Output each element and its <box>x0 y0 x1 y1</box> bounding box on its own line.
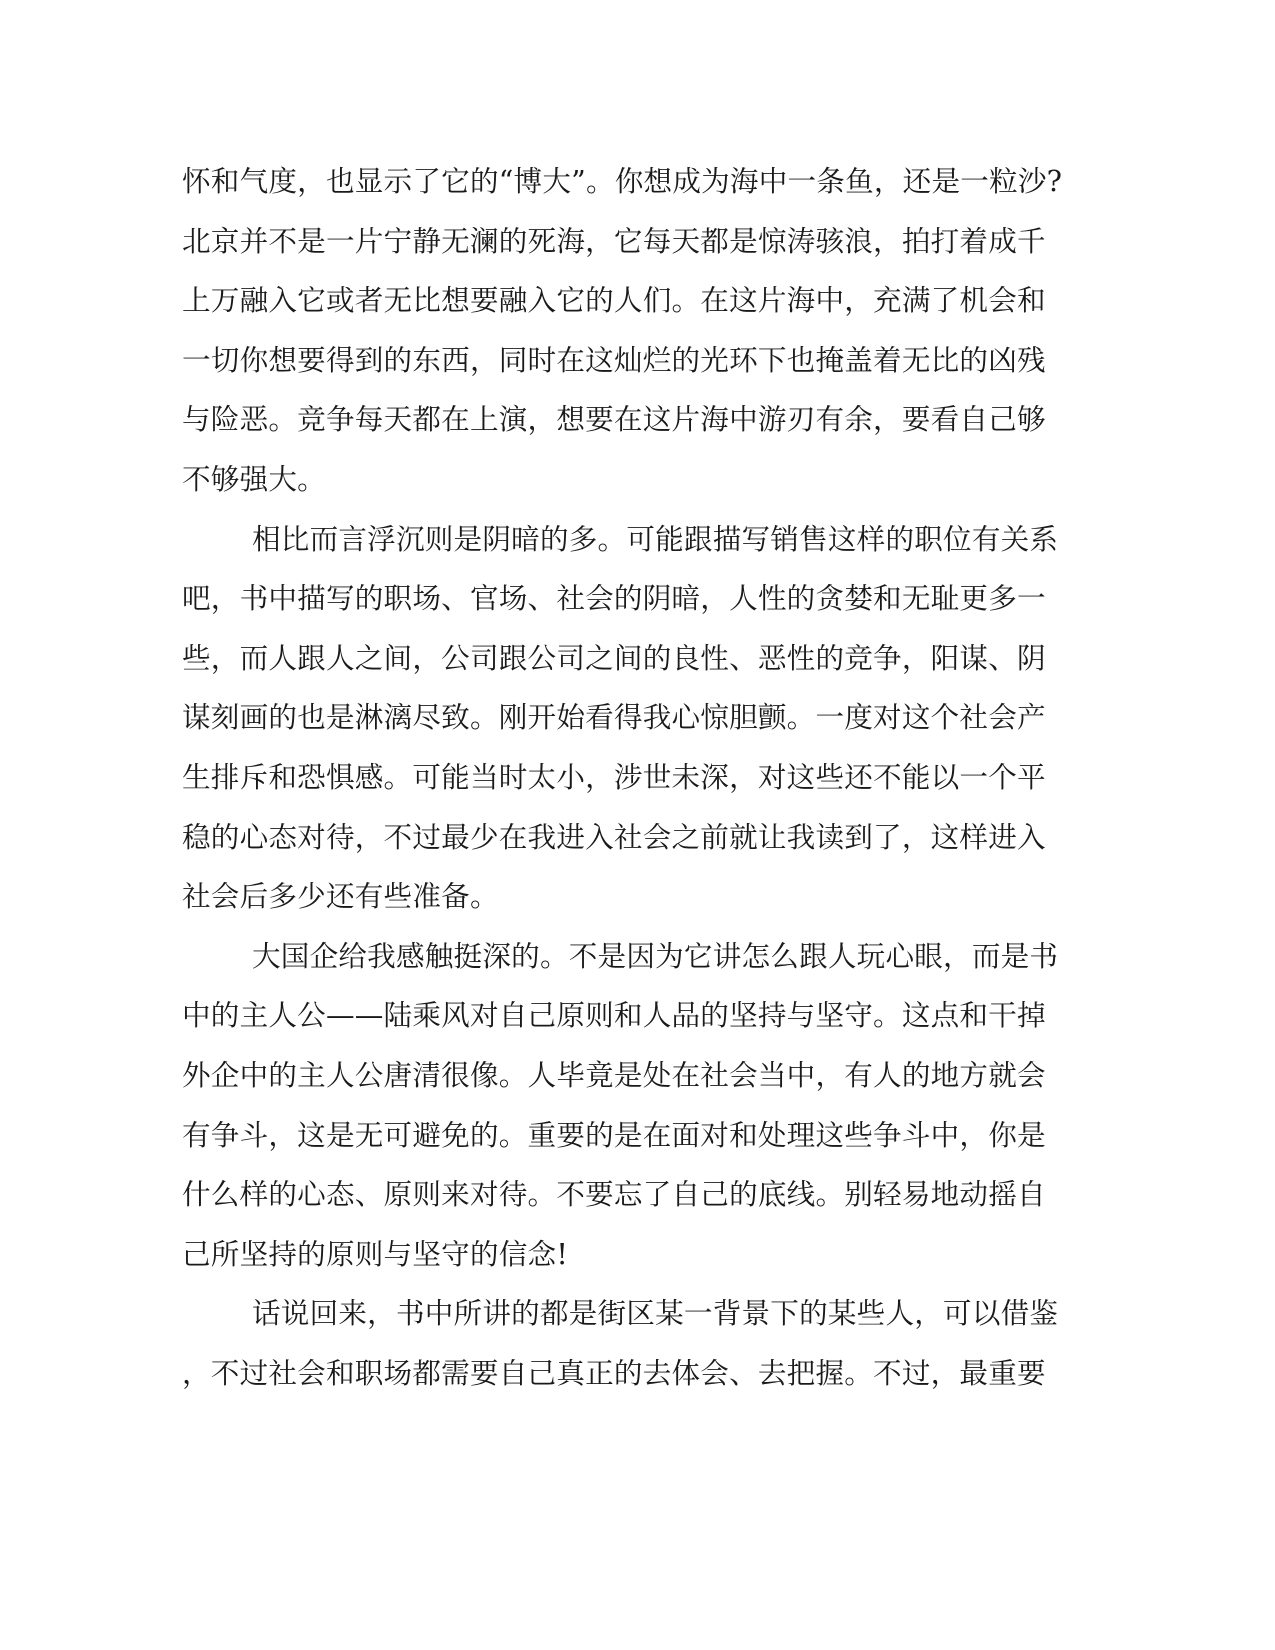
text-line: 稳的心态对待，不过最少在我进入社会之前就让我读到了，这样进入 <box>182 819 1046 854</box>
text-line: 上万融入它或者无比想要融入它的人们。在这片海中，充满了机会和 <box>182 283 1046 318</box>
text-line: 不够强大。 <box>182 461 326 496</box>
text-line: 己所坚持的原则与坚守的信念! <box>182 1236 569 1271</box>
text-line: 中的主人公——陆乘风对自己原则和人品的坚持与坚守。这点和干掉 <box>182 998 1046 1033</box>
text-line: 吧，书中描写的职场、官场、社会的阴暗，人性的贪婪和无耻更多一 <box>182 581 1046 616</box>
text-line: 与险恶。竞争每天都在上演，想要在这片海中游刃有余，要看自己够 <box>182 402 1046 437</box>
document-body-text <box>182 152 1063 1403</box>
text-line: 一切你想要得到的东西，同时在这灿烂的光环下也掩盖着无比的凶残 <box>182 342 1046 377</box>
paragraph-first-line: 大国企给我感触挺深的。不是因为它讲怎么跟人玩心眼，而是书 <box>252 938 1059 973</box>
text-line: 生排斥和恐惧感。可能当时太小，涉世未深，对这些还不能以一个平 <box>182 759 1046 794</box>
text-line: ，不过社会和职场都需要自己真正的去体会、去把握。不过，最重要 <box>182 1355 1046 1390</box>
text-line: 社会后多少还有些准备。 <box>182 879 499 914</box>
paragraph-first-line: 相比而言浮沉则是阴暗的多。可能跟描写销售这样的职位有关系 <box>252 521 1059 556</box>
text-line: 些，而人跟人之间，公司跟公司之间的良性、恶性的竞争，阳谋、阴 <box>182 640 1046 675</box>
paragraph-first-line: 话说回来，书中所讲的都是街区某一背景下的某些人，可以借鉴 <box>252 1296 1059 1331</box>
text-line: 外企中的主人公唐清很像。人毕竟是处在社会当中，有人的地方就会 <box>182 1057 1046 1092</box>
text-line: 什么样的心态、原则来对待。不要忘了自己的底线。别轻易地动摇自 <box>182 1177 1046 1212</box>
text-line: 怀和气度，也显示了它的“博大”。你想成为海中一条鱼，还是一粒沙? <box>182 164 1063 198</box>
text-line: 有争斗，这是无可避免的。重要的是在面对和处理这些争斗中，你是 <box>182 1117 1046 1152</box>
text-line: 谋刻画的也是淋漓尽致。刚开始看得我心惊胆颤。一度对这个社会产 <box>182 700 1046 735</box>
text-line: 北京并不是一片宁静无澜的死海，它每天都是惊涛骇浪，拍打着成千 <box>182 223 1046 258</box>
